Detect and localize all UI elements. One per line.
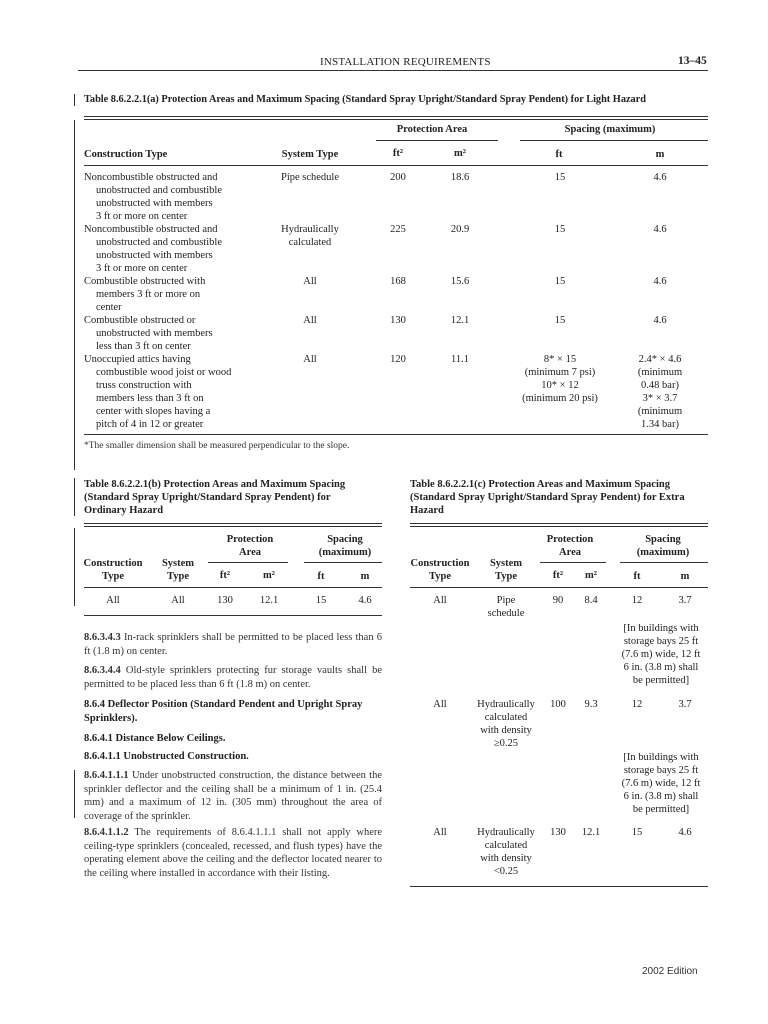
spacing-m: 4.6: [653, 172, 667, 183]
system-type: with density: [480, 853, 532, 864]
construction-line: members 3 ft or more on: [96, 289, 201, 300]
para-number: 8.6.4.1.1.2: [84, 827, 129, 838]
spacing-ft: 8* × 15: [543, 354, 577, 365]
table-a-group-rule: [376, 140, 498, 141]
spacing-note: [In buildings with: [623, 623, 699, 634]
table-a-col-ft2: ft²: [392, 148, 404, 159]
spacing-ft: 15: [315, 595, 327, 606]
table-b-top-rule-2: [84, 526, 382, 527]
system-type: All: [303, 315, 317, 326]
spacing-m: (minimum: [637, 367, 683, 378]
change-bar: [74, 528, 75, 606]
construction-line: unobstructed with members: [96, 250, 213, 261]
area-m2: 12.1: [450, 315, 470, 326]
spacing-m: 4.6: [653, 315, 667, 326]
construction-line: 3 ft or more on center: [96, 263, 188, 274]
table-c-bottom-rule: [410, 886, 708, 887]
spacing-note: 6 in. (3.8 m) shall: [623, 791, 699, 802]
table-c-top-rule-2: [410, 526, 708, 527]
table-b-col-m2: m²: [263, 570, 275, 581]
spacing-ft: 15: [554, 172, 566, 183]
area-m2: 8.4: [584, 595, 598, 606]
table-b-group-spacing: Spacing: [327, 534, 363, 545]
table-a-group-protection: Protection Area: [396, 124, 468, 135]
system-type: <0.25: [493, 866, 519, 877]
table-c-group-protection: Area: [559, 547, 581, 558]
change-bar: [74, 440, 75, 452]
system-type: Hydraulically: [281, 224, 339, 235]
construction-line: members less than 3 ft on: [96, 393, 204, 404]
table-b-group-rule: [304, 562, 382, 563]
area-ft2: 200: [390, 172, 406, 183]
construction-line: unobstructed with members: [96, 328, 213, 339]
heading-8-6-4: 8.6.4 Deflector Position (Standard Pendent and Upright Spray Sprinklers).: [84, 699, 363, 724]
table-a-header-rule: [84, 165, 708, 166]
construction-type: All: [106, 595, 120, 606]
change-bar: [74, 120, 75, 470]
spacing-m: 2.4* × 4.6: [638, 354, 682, 365]
table-b-bottom-rule: [84, 615, 382, 616]
para-number: 8.6.3.4.3: [84, 632, 121, 643]
table-c-col-m: m: [680, 571, 690, 582]
spacing-m: 4.6: [653, 224, 667, 235]
table-b-col-construction: Type: [102, 571, 124, 582]
system-type: Hydraulically: [477, 827, 535, 838]
construction-line: Combustible obstructed with: [84, 276, 206, 287]
paragraph-8-6-4-1-1-1: [84, 769, 382, 823]
table-c-col-system: Type: [495, 571, 517, 582]
spacing-m: 4.6: [358, 595, 372, 606]
area-ft2: 100: [550, 699, 566, 710]
paragraph-8-6-4-1-1-2: [84, 826, 382, 880]
para-text: In-rack sprinklers shall be permitted to be placed less than 6 ft (1.8 m) on center.: [84, 632, 382, 657]
table-a-col-ft: ft: [555, 149, 563, 160]
table-a-footnote: *The smaller dimension shall be measured perpendicular to the slope.: [84, 441, 350, 451]
spacing-ft: 15: [554, 276, 566, 287]
running-header: [0, 0, 768, 70]
area-ft2: 168: [390, 276, 406, 287]
spacing-ft: (minimum 7 psi): [524, 367, 596, 378]
area-m2: 12.1: [259, 595, 279, 606]
area-ft2: 130: [550, 827, 566, 838]
area-ft2: 90: [552, 595, 564, 606]
construction-line: center with slopes having a: [96, 406, 211, 417]
construction-line: pitch of 4 in 12 or greater: [96, 419, 204, 430]
area-m2: 9.3: [584, 699, 598, 710]
system-type: All: [171, 595, 185, 606]
system-type: All: [303, 276, 317, 287]
table-c-caption-line: Table 8.6.2.2.1(c) Protection Areas and Maximum Spacing: [410, 479, 670, 490]
paragraph-8-6-3-4-4: [84, 664, 382, 691]
spacing-ft: 12: [631, 699, 643, 710]
spacing-ft: 10* × 12: [541, 380, 579, 391]
header-rule: [78, 70, 708, 71]
spacing-ft: 15: [554, 224, 566, 235]
table-b-group-protection: Area: [239, 547, 261, 558]
spacing-m: 1.34 bar): [641, 419, 679, 430]
para-number: 8.6.3.4.4: [84, 665, 121, 676]
table-c-col-construction: Construction: [410, 558, 470, 569]
spacing-note: be permitted]: [632, 675, 690, 686]
table-c-caption-line: Hazard: [410, 505, 444, 516]
table-a-col-construction: Construction Type: [84, 149, 168, 160]
table-b-group-rule: [208, 562, 288, 563]
table-c-col-ft: ft: [633, 571, 641, 582]
table-c-header-rule: [410, 587, 708, 588]
para-text: Under unobstructed construction, the distance between the sprinkler deflector and the ceiling shall be a minimum of 1 in. (25.4 mm) and a maximum of 12 in. (305 mm) throughout the area of coverage of the sprinkler.: [84, 770, 383, 822]
system-type: with density: [480, 725, 532, 736]
spacing-note: be permitted]: [632, 804, 690, 815]
table-b-group-protection: Protection: [226, 534, 274, 545]
heading-8-6-4-1-1: 8.6.4.1.1 Unobstructed Construction.: [84, 751, 249, 762]
construction-line: unobstructed and combustible: [96, 185, 222, 196]
table-b-col-system: System: [161, 558, 195, 569]
table-c-group-spacing: Spacing: [645, 534, 681, 545]
change-bar: [74, 770, 75, 818]
construction-type: All: [433, 699, 447, 710]
system-type: ≥0.25: [493, 738, 519, 749]
table-c-col-system: System: [489, 558, 523, 569]
area-m2: 11.1: [451, 354, 469, 365]
table-a-group-spacing: Spacing (maximum): [564, 124, 656, 135]
area-m2: 20.9: [450, 224, 470, 235]
construction-line: unobstructed and combustible: [96, 237, 222, 248]
construction-line: truss construction with: [96, 380, 192, 391]
table-a-col-system: System Type: [281, 149, 339, 160]
area-ft2: 120: [390, 354, 406, 365]
area-m2: 18.6: [450, 172, 470, 183]
spacing-m: (minimum: [637, 406, 683, 417]
table-c-group-protection: Protection: [546, 534, 594, 545]
spacing-m: 3.7: [678, 595, 692, 606]
construction-line: less than 3 ft on center: [96, 341, 191, 352]
spacing-m: 4.6: [678, 827, 692, 838]
table-a-bottom-rule: [84, 434, 708, 435]
system-type: schedule: [487, 608, 525, 619]
table-c-caption-line: (Standard Spray Upright/Standard Spray Pendent) for Extra: [410, 492, 685, 503]
construction-type: All: [433, 827, 447, 838]
table-b-col-system: Type: [167, 571, 189, 582]
spacing-ft: 15: [554, 315, 566, 326]
heading-8-6-4-1: 8.6.4.1 Distance Below Ceilings.: [84, 733, 226, 744]
spacing-ft: 12: [631, 595, 643, 606]
table-b-header-rule: [84, 587, 382, 588]
table-c-group-spacing: (maximum): [636, 547, 690, 558]
table-b-col-construction: Construction: [83, 558, 143, 569]
table-b-caption-line: Table 8.6.2.2.1(b) Protection Areas and Maximum Spacing: [84, 479, 346, 490]
table-a-top-rule-2: [84, 119, 708, 120]
table-b-top-rule: [84, 523, 382, 524]
para-text: The requirements of 8.6.4.1.1.1 shall not apply where ceiling-type sprinklers (concealed, recessed, and flush types) have the operating element above the ceiling and the deflector located nearer to the ceiling where installed in accordance with their listing.: [84, 827, 383, 879]
spacing-note: 6 in. (3.8 m) shall: [623, 662, 699, 673]
system-type: Pipe: [496, 595, 516, 606]
spacing-m: 4.6: [653, 276, 667, 287]
construction-type: All: [433, 595, 447, 606]
edition-label: 2002 Edition: [642, 966, 698, 977]
system-type: Hydraulically: [477, 699, 535, 710]
system-type: calculated: [484, 840, 528, 851]
table-c-group-rule: [620, 562, 708, 563]
table-b-col-ft2: ft²: [219, 570, 231, 581]
table-c-col-construction: Type: [429, 571, 451, 582]
construction-line: combustible wood joist or wood: [96, 367, 232, 378]
construction-line: Noncombustible obstructed and: [84, 224, 218, 235]
table-c-col-ft2: ft²: [552, 570, 564, 581]
area-ft2: 130: [390, 315, 406, 326]
area-ft2: 225: [390, 224, 406, 235]
area-m2: 15.6: [450, 276, 470, 287]
table-c-group-rule: [540, 562, 606, 563]
table-a-top-rule: [84, 116, 708, 117]
paragraph-8-6-3-4-3: [84, 631, 382, 658]
area-m2: 12.1: [581, 827, 601, 838]
spacing-m: 0.48 bar): [641, 380, 679, 391]
construction-line: center: [96, 302, 122, 313]
spacing-note: (7.6 m) wide, 12 ft: [621, 649, 701, 660]
table-b-caption-line: (Standard Spray Upright/Standard Spray Pendent) for: [84, 492, 331, 503]
construction-line: Unoccupied attics having: [84, 354, 191, 365]
table-b-group-spacing: (maximum): [318, 547, 372, 558]
system-type: All: [303, 354, 317, 365]
para-text: Old-style sprinklers protecting fur storage vaults shall be permitted to be placed less than 6 ft (1.8 m) on center.: [84, 665, 383, 690]
construction-line: unobstructed with members: [96, 198, 213, 209]
spacing-note: (7.6 m) wide, 12 ft: [621, 778, 701, 789]
table-b-col-ft: ft: [317, 571, 325, 582]
system-type: calculated: [288, 237, 332, 248]
system-type: Pipe schedule: [280, 172, 340, 183]
running-title: INSTALLATION REQUIREMENTS: [320, 56, 491, 68]
table-c-col-m2: m²: [585, 570, 597, 581]
change-bar: [74, 478, 75, 516]
construction-line: Noncombustible obstructed and: [84, 172, 218, 183]
spacing-ft: (minimum 20 psi): [522, 393, 598, 404]
system-type: calculated: [484, 712, 528, 723]
table-a-col-m: m: [655, 149, 665, 160]
change-bar: [74, 94, 75, 106]
construction-line: 3 ft or more on center: [96, 211, 188, 222]
page-number: 13–45: [678, 55, 707, 67]
table-c-top-rule: [410, 523, 708, 524]
spacing-note: storage bays 25 ft: [623, 765, 699, 776]
table-a-col-m2: m²: [454, 148, 466, 159]
spacing-ft: 15: [631, 827, 643, 838]
spacing-m: 3.7: [678, 699, 692, 710]
area-ft2: 130: [217, 595, 233, 606]
spacing-note: storage bays 25 ft: [623, 636, 699, 647]
spacing-note: [In buildings with: [623, 752, 699, 763]
spacing-m: 3* × 3.7: [642, 393, 678, 404]
table-a-group-rule: [520, 140, 708, 141]
para-number: 8.6.4.1.1.1: [84, 770, 129, 781]
construction-line: Combustible obstructed or: [84, 315, 196, 326]
table-b-col-m: m: [360, 571, 370, 582]
table-a-caption: Table 8.6.2.2.1(a) Protection Areas and Maximum Spacing (Standard Spray Upright/Standard Spray Pendent) for Light Hazard: [84, 94, 646, 105]
table-b-caption-line: Ordinary Hazard: [84, 505, 164, 516]
